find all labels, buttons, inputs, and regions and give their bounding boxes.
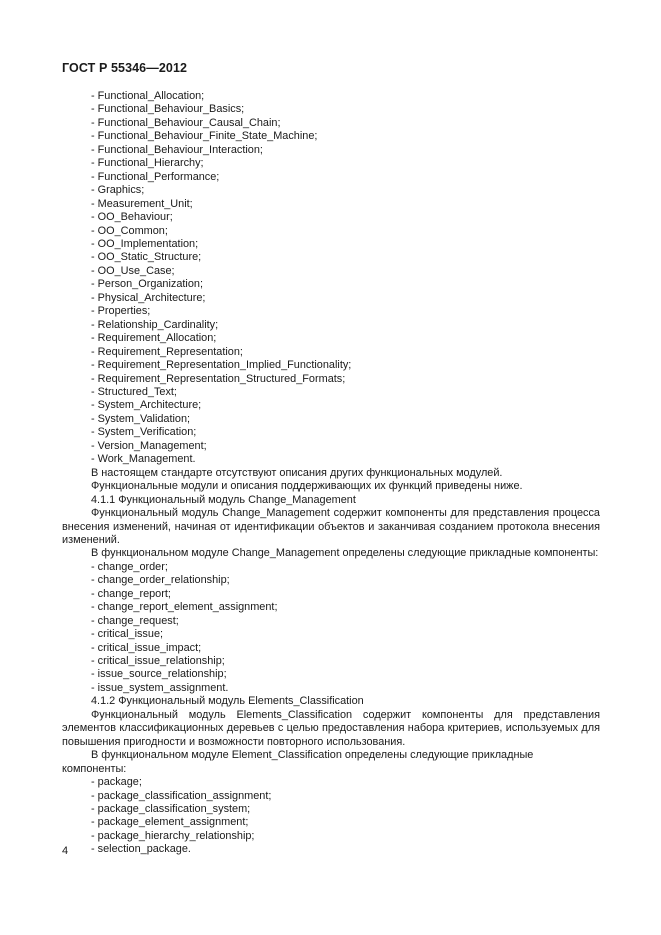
page-number: 4 [62,845,69,857]
list-item-text: Functional_Performance; [97,170,220,183]
list-dash: - [91,251,98,264]
list-dash: - [91,170,98,183]
list-item-text: Functional_Hierarchy; [97,157,204,170]
list-dash: - [91,103,98,116]
list-dash: - [91,399,98,412]
list-item-text: Requirement_Representation_Implied_Functionality; [97,359,352,372]
list-item [91,346,600,359]
list-item-text: package; [97,776,142,789]
list-item-text: OO_Use_Case; [97,264,175,277]
list-item-text: Person_Organization; [97,278,203,291]
list-item [91,830,600,843]
list-item [91,655,600,668]
list-dash: - [91,601,98,614]
list-dash: - [91,453,98,466]
list-item-text: issue_system_assignment. [97,681,229,694]
list-item [91,601,600,614]
list-item [91,90,600,103]
list-dash: - [91,574,98,587]
list-item-text: change_report; [97,587,171,600]
list-dash: - [91,345,98,358]
list-item-text: package_hierarchy_relationship; [97,829,255,842]
list-item [91,171,600,184]
list-item [91,332,600,345]
list-dash: - [91,237,98,250]
list-item-text: Version_Management; [97,439,207,452]
list-dash: - [91,130,98,143]
list-dash: - [91,803,98,816]
list-item-text: change_order_relationship; [97,574,230,587]
list-item [91,265,600,278]
list-item-text: critical_issue_impact; [97,641,202,654]
list-dash: - [91,412,98,425]
document-header: ГОСТ Р 55346—2012 [62,61,188,75]
list-item-text: change_request; [97,614,179,627]
list-dash: - [91,668,98,681]
list-item-text: Functional_Allocation; [97,90,205,102]
list-item [91,278,600,291]
list-item [91,816,600,829]
list-item [91,319,600,332]
list-item-text: Measurement_Unit; [97,197,193,210]
list-dash: - [91,291,98,304]
list-item [91,184,600,197]
list-dash: - [91,332,98,345]
list-item [91,628,600,641]
list-dash: - [91,264,98,277]
list-item [91,251,600,264]
list-dash: - [91,628,98,641]
list-item-text: Requirement_Allocation; [97,332,217,345]
list-item [91,453,600,466]
list-item-text: critical_issue; [97,628,164,641]
list-item [91,642,600,655]
list-item-text: Properties; [97,305,151,318]
list-item [91,668,600,681]
list-dash: - [91,224,98,237]
list-item [91,561,600,574]
list-item-text: critical_issue_relationship; [97,655,225,668]
list-item-text: Functional_Behaviour_Finite_State_Machine; [97,130,318,143]
list-item-text: Functional_Behaviour_Causal_Chain; [97,116,281,129]
list-item [91,305,600,318]
list-dash: - [91,211,98,224]
list-item [91,144,600,157]
list-item [91,426,600,439]
list-item-text: OO_Behaviour; [97,211,173,224]
list-dash: - [91,843,98,856]
list-item [91,130,600,143]
list-item-text: OO_Common; [97,224,168,237]
list-item [91,413,600,426]
section-heading-4-1-2: 4.1.2 Функциональный модуль Elements_Classification [91,695,364,708]
list-dash: - [91,278,98,291]
list-dash: - [91,829,98,842]
elements-classification-components-list [62,776,600,857]
list-item-text: package_element_assignment; [97,816,249,829]
list-item-text: Structured_Text; [97,385,177,398]
paragraph-modules-listed: Функциональные модули и описания поддерживающих их функций приведены ниже. [91,480,523,493]
list-dash: - [91,318,98,331]
list-dash: - [91,116,98,129]
paragraph-no-other-modules: В настоящем стандарте отсутствуют описания других функциональных модулей. [91,466,503,479]
list-item [91,225,600,238]
paragraph-change-management-components: В функциональном модуле Change_Management определены следующие прикладные компоненты: [91,547,599,560]
list-dash: - [91,385,98,398]
list-item-text: System_Verification; [97,426,197,439]
list-item-text: Work_Management. [97,453,196,466]
list-dash: - [91,560,98,573]
list-dash: - [91,157,98,170]
list-dash: - [91,641,98,654]
list-dash: - [91,305,98,318]
list-item [91,682,600,695]
list-dash: - [91,90,98,102]
list-item-text: Relationship_Cardinality; [97,318,219,331]
list-item [91,117,600,130]
list-item [91,386,600,399]
list-item [91,359,600,372]
paragraph-elements-classification-description: Функциональный модуль Elements_Classification содержит компоненты для представления элементов классификационных деревьев с целью предоставления набора критериев, используемых для повышения пригодности и возможности повторного использования. [62,708,600,748]
list-item-text: OO_Static_Structure; [97,251,202,264]
list-dash: - [91,359,98,372]
list-item-text: System_Architecture; [97,399,202,412]
list-dash: - [91,776,98,789]
list-item [91,776,600,789]
list-dash: - [91,197,98,210]
document-body [62,90,600,857]
list-dash: - [91,143,98,156]
list-item [91,211,600,224]
list-item [91,238,600,251]
list-item-text: change_order; [97,560,168,573]
list-item [91,292,600,305]
list-item-text: Functional_Behaviour_Basics; [97,103,245,116]
list-item [91,440,600,453]
list-item [91,615,600,628]
list-item-text: selection_package. [97,843,191,856]
list-item [91,373,600,386]
list-item-text: Requirement_Representation_Structured_Formats; [97,372,346,385]
list-item-text: package_classification_assignment; [97,789,272,802]
list-dash: - [91,614,98,627]
list-dash: - [91,439,98,452]
list-item-text: change_report_element_assignment; [97,601,278,614]
list-item [91,790,600,803]
list-item [91,157,600,170]
change-management-components-list [62,561,600,696]
list-item-text: Physical_Architecture; [97,291,206,304]
list-item-text: Requirement_Representation; [97,345,243,358]
list-dash: - [91,681,98,694]
list-item [91,574,600,587]
section-heading-4-1-1: 4.1.1 Функциональный модуль Change_Management [91,493,356,506]
list-dash: - [91,816,98,829]
list-item [91,843,600,856]
list-dash: - [91,587,98,600]
list-item-text: Graphics; [97,184,145,197]
list-item [91,803,600,816]
functional-modules-list [62,90,600,467]
list-item-text: issue_source_relationship; [97,668,227,681]
paragraph-elements-classification-components: В функциональном модуле Element_Classification определены следующие прикладные компоненты: [62,749,534,775]
list-item-text: OO_Implementation; [97,237,199,250]
paragraph-change-management-description: Функциональный модуль Change_Management содержит компоненты для представления процесса внесения изменений, начиная от идентификации объектов и заканчивая созданием протокола внесения изменений. [62,507,600,546]
list-item [91,103,600,116]
list-item-text: System_Validation; [97,412,191,425]
list-item-text: package_classification_system; [97,803,251,816]
list-dash: - [91,372,98,385]
list-item [91,588,600,601]
list-dash: - [91,655,98,668]
list-item-text: Functional_Behaviour_Interaction; [97,143,263,156]
list-dash: - [91,789,98,802]
list-item [91,198,600,211]
list-dash: - [91,184,98,197]
list-item [91,399,600,412]
list-dash: - [91,426,98,439]
